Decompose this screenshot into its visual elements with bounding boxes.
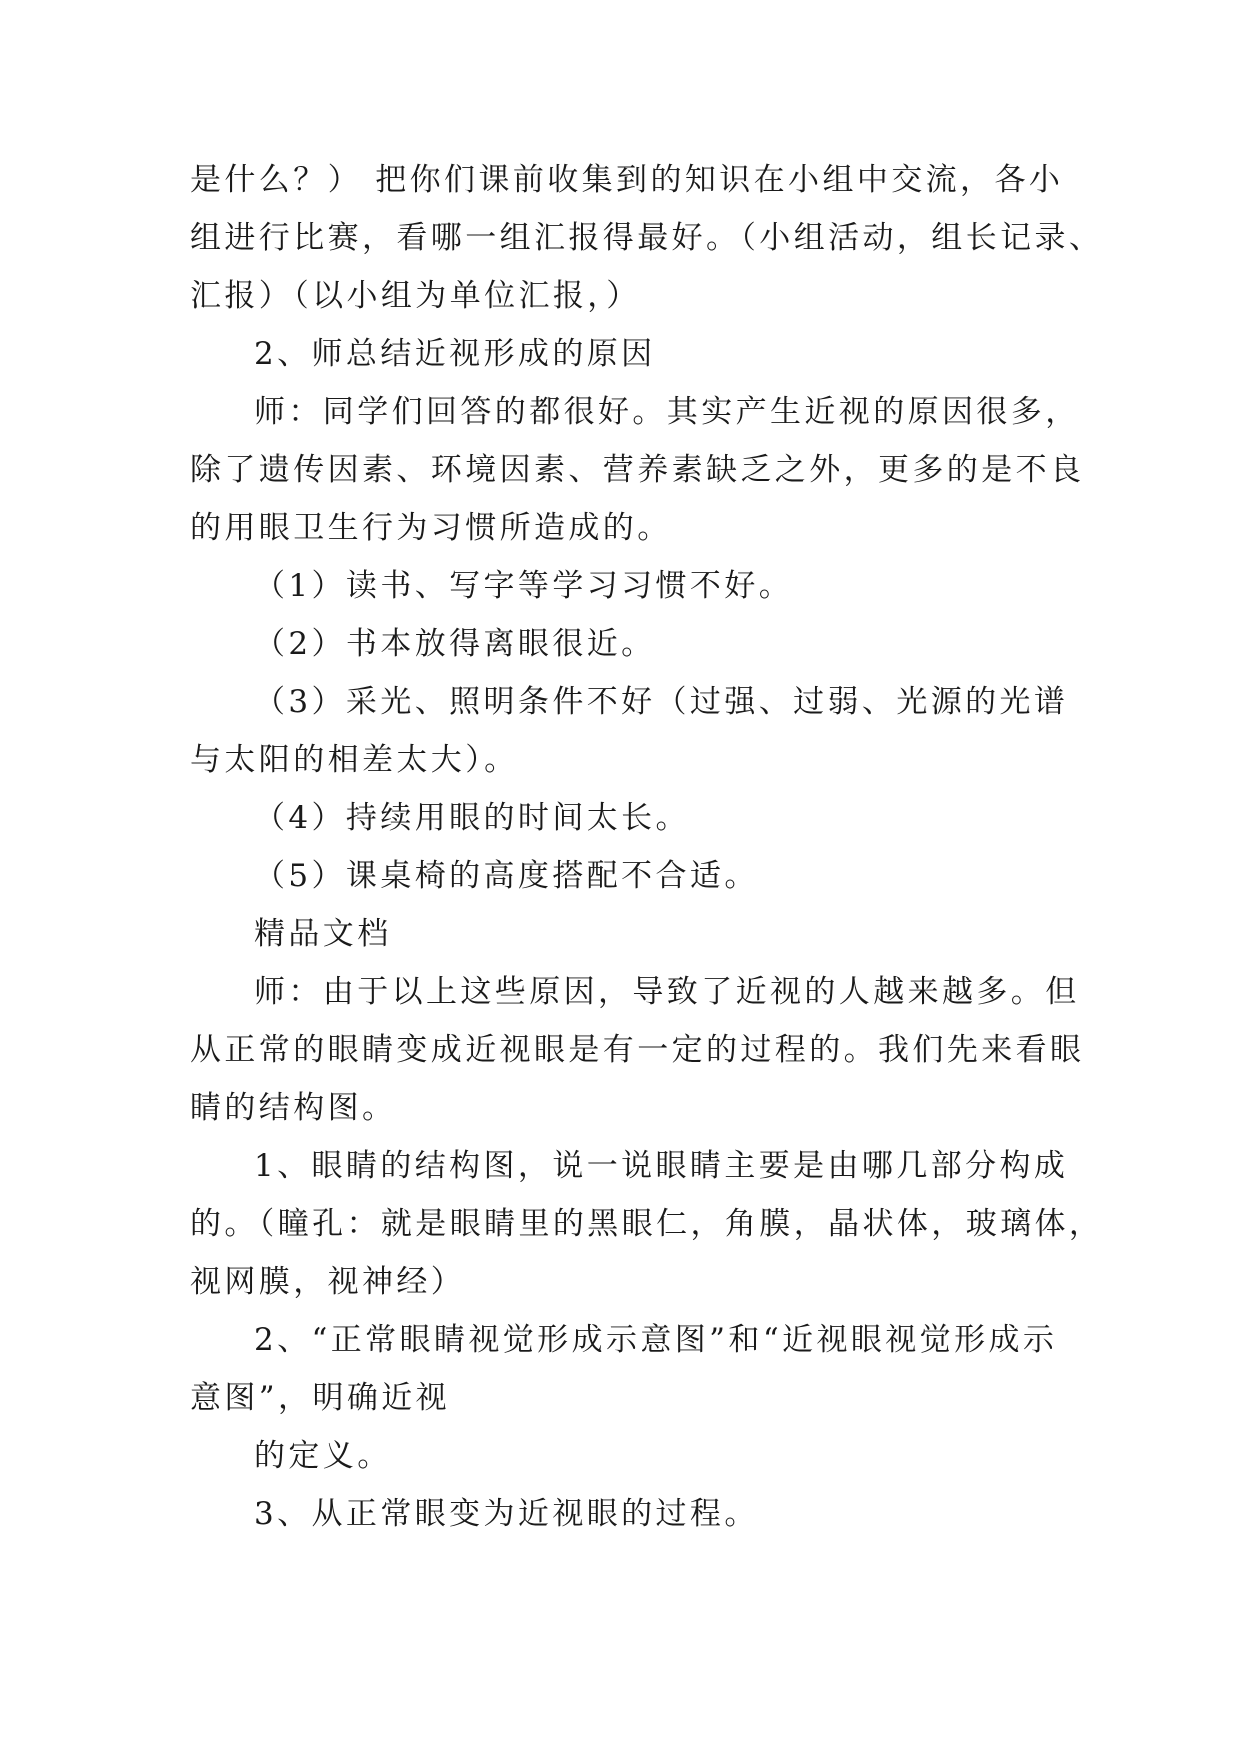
- text-line: 3、从正常眼变为近视眼的过程。: [254, 1496, 759, 1532]
- text-line: 师：同学们回答的都很好。其实产生近视的原因很多，: [254, 394, 1080, 430]
- list-item: （2）书本放得离眼很近。: [254, 626, 656, 662]
- text-line: 的用眼卫生行为习惯所造成的。: [190, 510, 672, 546]
- text-line: 的。（瞳孔：就是眼睛里的黑眼仁，角膜，晶状体，玻璃体，: [190, 1206, 1104, 1242]
- text-line: 意图”，明确近视: [190, 1380, 451, 1416]
- text-line: 是什么？） 把你们课前收集到的知识在小组中交流，各小: [190, 162, 1064, 198]
- watermark-text: 精品文档: [254, 916, 392, 952]
- list-item: （5）课桌椅的高度搭配不合适。: [254, 858, 759, 894]
- text-line: 除了遗传因素、环境因素、营养素缺乏之外，更多的是不良: [190, 452, 1085, 488]
- text-line: 师：由于以上这些原因，导致了近视的人越来越多。但: [254, 974, 1080, 1010]
- text-line: 1、眼睛的结构图，说一说眼睛主要是由哪几部分构成: [254, 1148, 1069, 1184]
- list-item: （3）采光、照明条件不好（过强、过弱、光源的光谱: [254, 684, 1069, 720]
- text-line: 睛的结构图。: [190, 1090, 397, 1126]
- text-line: 的定义。: [254, 1438, 392, 1474]
- list-item: （4）持续用眼的时间太长。: [254, 800, 690, 836]
- text-line: 视网膜，视神经）: [190, 1264, 466, 1300]
- text-line: 组进行比赛，看哪一组汇报得最好。（小组活动，组长记录、: [190, 220, 1104, 256]
- text-line: 2、“正常眼睛视觉形成示意图”和“近视眼视觉形成示: [254, 1322, 1058, 1358]
- list-item: （1）读书、写字等学习习惯不好。: [254, 568, 794, 604]
- text-line: 从正常的眼睛变成近视眼是有一定的过程的。我们先来看眼: [190, 1032, 1085, 1068]
- text-line: 汇报）（以小组为单位汇报，）: [190, 278, 641, 314]
- text-line: 与太阳的相差太大）。: [190, 742, 519, 778]
- text-line: 2、师总结近视形成的原因: [254, 336, 656, 372]
